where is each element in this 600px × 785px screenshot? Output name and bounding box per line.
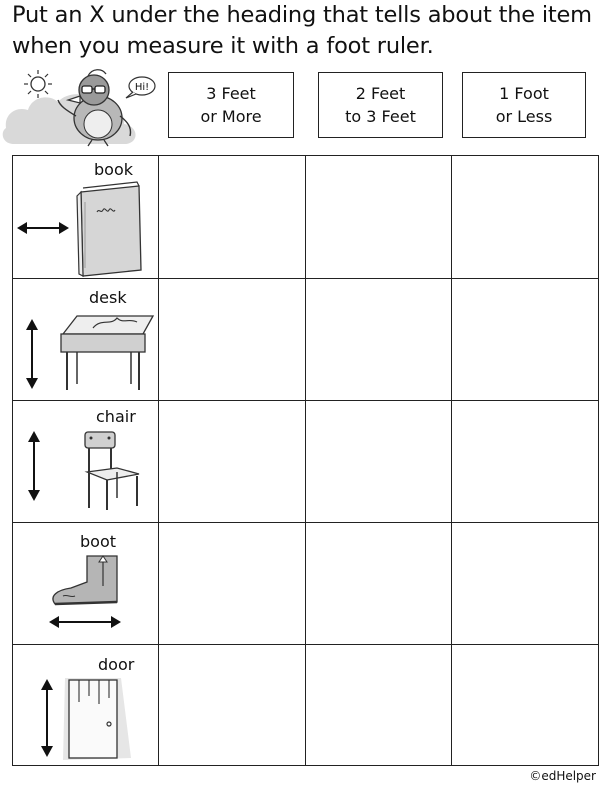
answer-cell-book-1ft[interactable] [453,156,597,277]
heading-line: 2 Feet [355,84,406,103]
heading-1-foot-or-less [462,72,586,138]
answer-cell-door-1ft[interactable] [453,646,597,764]
answer-cell-boot-3ft[interactable] [160,524,304,643]
heading-line: 1 Foot [499,84,549,103]
heading-line: 3 Feet [206,84,256,103]
heading-line: or Less [495,107,553,126]
answer-cell-chair-1ft[interactable] [453,402,597,521]
speech-bubble-text: Hi! [134,82,150,93]
vertical-arrow-icon [23,430,45,502]
answer-grid [12,155,599,766]
boot-icon [49,552,129,610]
answer-cell-door-2to3ft[interactable] [307,646,450,764]
answer-cell-chair-3ft[interactable] [160,402,304,521]
grid-divider [305,156,306,765]
item-label-desk: desk [89,288,127,307]
desk-icon [53,306,157,396]
item-label-boot: boot [80,532,117,551]
vertical-arrow-icon [36,678,58,758]
item-label-door: door [98,655,135,674]
instructions [12,0,597,62]
answer-cell-book-3ft[interactable] [160,156,304,277]
answer-cell-boot-2to3ft[interactable] [307,524,450,643]
grid-divider [13,400,598,401]
horizontal-arrow-icon [15,218,71,238]
answer-cell-boot-1ft[interactable] [453,524,597,643]
item-label-book: book [94,160,133,179]
heading-3-feet-or-more [168,72,294,138]
heading-line: to 3 Feet [345,107,416,126]
chair-icon [77,428,147,512]
instructions-line-1: Put an X under the heading that tells about the item [12,2,592,28]
item-label-chair: chair [96,407,136,426]
grid-divider [13,644,598,645]
answer-cell-desk-1ft[interactable] [453,280,597,399]
answer-cell-door-3ft[interactable] [160,646,304,764]
instructions-line-2: when you measure it with a foot ruler. [12,33,434,59]
grid-divider [13,278,598,279]
vertical-arrow-icon [21,318,43,390]
grid-divider [158,156,159,765]
answer-cell-book-2to3ft[interactable] [307,156,450,277]
heading-2-to-3-feet [318,72,443,138]
grid-divider [451,156,452,765]
grid-divider [13,522,598,523]
answer-cell-chair-2to3ft[interactable] [307,402,450,521]
answer-cell-desk-2to3ft[interactable] [307,280,450,399]
heading-line: or More [200,107,262,126]
mascot-bird-icon [2,66,160,148]
horizontal-arrow-icon [47,612,123,632]
copyright: ©edHelper [529,769,596,783]
answer-cell-desk-3ft[interactable] [160,280,304,399]
door-icon [61,674,141,762]
